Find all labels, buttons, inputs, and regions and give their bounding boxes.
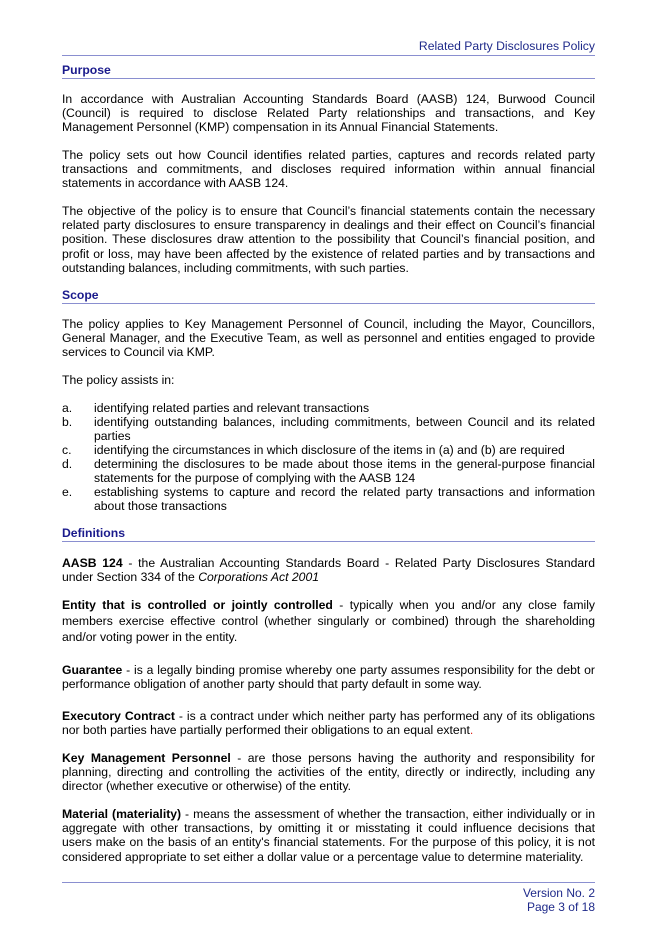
list-marker: b.: [62, 415, 73, 429]
section-heading-definitions: Definitions: [62, 526, 595, 542]
list-marker: a.: [62, 401, 73, 415]
list-marker: e.: [62, 485, 73, 499]
scope-paragraph-1: The policy applies to Key Management Personnel of Council, including the Mayor, Councillors, General Manager, and the Executive Team, as well as personnel and entities engaged to provide services to Council via KMP.: [62, 317, 595, 360]
list-marker: d.: [62, 457, 73, 471]
purpose-paragraph-3: The objective of the policy is to ensure that Council’s financial statements contain the necessary related party disclosures to ensure transparency in dealings and their effect on Council’s financial position. These disclosures draw attention to the possibility that Council’s financial position, and profit or loss, may have been affected by the existence of related parties and by transactions and outstanding balances, including commitments, with such parties.: [62, 204, 595, 275]
list-item: e. establishing systems to capture and record the related party transactions and information about those transactions: [62, 485, 595, 513]
definition-term: AASB 124: [62, 556, 123, 570]
definition-term: Executory Contract: [62, 709, 175, 723]
footer-rule: [62, 882, 595, 883]
definition-guarantee: Guarantee - is a legally binding promise whereby one party assumes responsibility for the debt or performance obligation of another party should that party default in some way.: [62, 663, 595, 692]
definition-controlled-entity: Entity that is controlled or jointly controlled - typically when you and/or any close family members exercise effective control (whether singularly or combined) through the shareholding and/or voting power in the entity.: [62, 598, 595, 644]
definition-aasb124: AASB 124 - the Australian Accounting Standards Board - Related Party Disclosures Standard under Section 334 of the Corporations Act 2001: [62, 556, 596, 585]
page-number: Page 3 of 18: [526, 900, 595, 914]
header-rule: [62, 55, 595, 56]
list-item: a. identifying related parties and relevant transactions: [62, 401, 370, 415]
list-item: d. determining the disclosures to be made about those items in the general-purpose financial statements for the purpose of complying with the AASB 124: [62, 457, 595, 485]
running-header: Related Party Disclosures Policy: [418, 39, 595, 53]
section-heading-scope: Scope: [62, 288, 595, 304]
definition-materiality: Material (materiality) - means the assessment of whether the transaction, either individually or in aggregate with other transactions, by omitting it or misstating it could influence decisions that users make on the basis of an entity's financial statements. For the purpose of this policy, it is not considered appropriate to set either a dollar value or a percentage value to determine materiality.: [62, 807, 596, 864]
definition-term: Key Management Personnel: [62, 751, 231, 765]
list-item: c. identifying the circumstances in which disclosure of the items in (a) and (b) are required: [62, 443, 565, 457]
section-heading-purpose: Purpose: [62, 63, 595, 79]
purpose-paragraph-1: In accordance with Australian Accounting Standards Board (AASB) 124, Burwood Council (Council) is required to disclose Related Party relationships and transactions, and Key Management Personnel (KMP) compensation in its Annual Financial Statements.: [62, 92, 595, 135]
definition-term: Material (materiality): [62, 807, 182, 821]
list-marker: c.: [62, 443, 72, 457]
purpose-paragraph-2: The policy sets out how Council identifies related parties, captures and records related party transactions and commitments, and discloses required information within annual financial statements in accordance with AASB 124.: [62, 148, 595, 191]
scope-list: [62, 401, 595, 513]
definition-executory-contract: Executory Contract - is a contract under which neither party has performed any of its obligations nor both parties have partially performed their obligations to an equal extent.: [62, 709, 595, 738]
definition-term: Entity that is controlled or jointly controlled: [62, 598, 333, 612]
definition-term: Guarantee: [62, 663, 123, 677]
page-footer: [523, 886, 595, 914]
definition-kmp: Key Management Personnel - are those persons having the authority and responsibility for planning, directing and controlling the activities of the entity, directly or indirectly, including any director (whether executive or otherwise) of the entity.: [62, 751, 595, 794]
list-item: b. identifying outstanding balances, including commitments, between Council and its related parties: [62, 415, 595, 443]
scope-paragraph-2: The policy assists in:: [62, 373, 175, 387]
version-number: Version No. 2: [522, 886, 595, 900]
